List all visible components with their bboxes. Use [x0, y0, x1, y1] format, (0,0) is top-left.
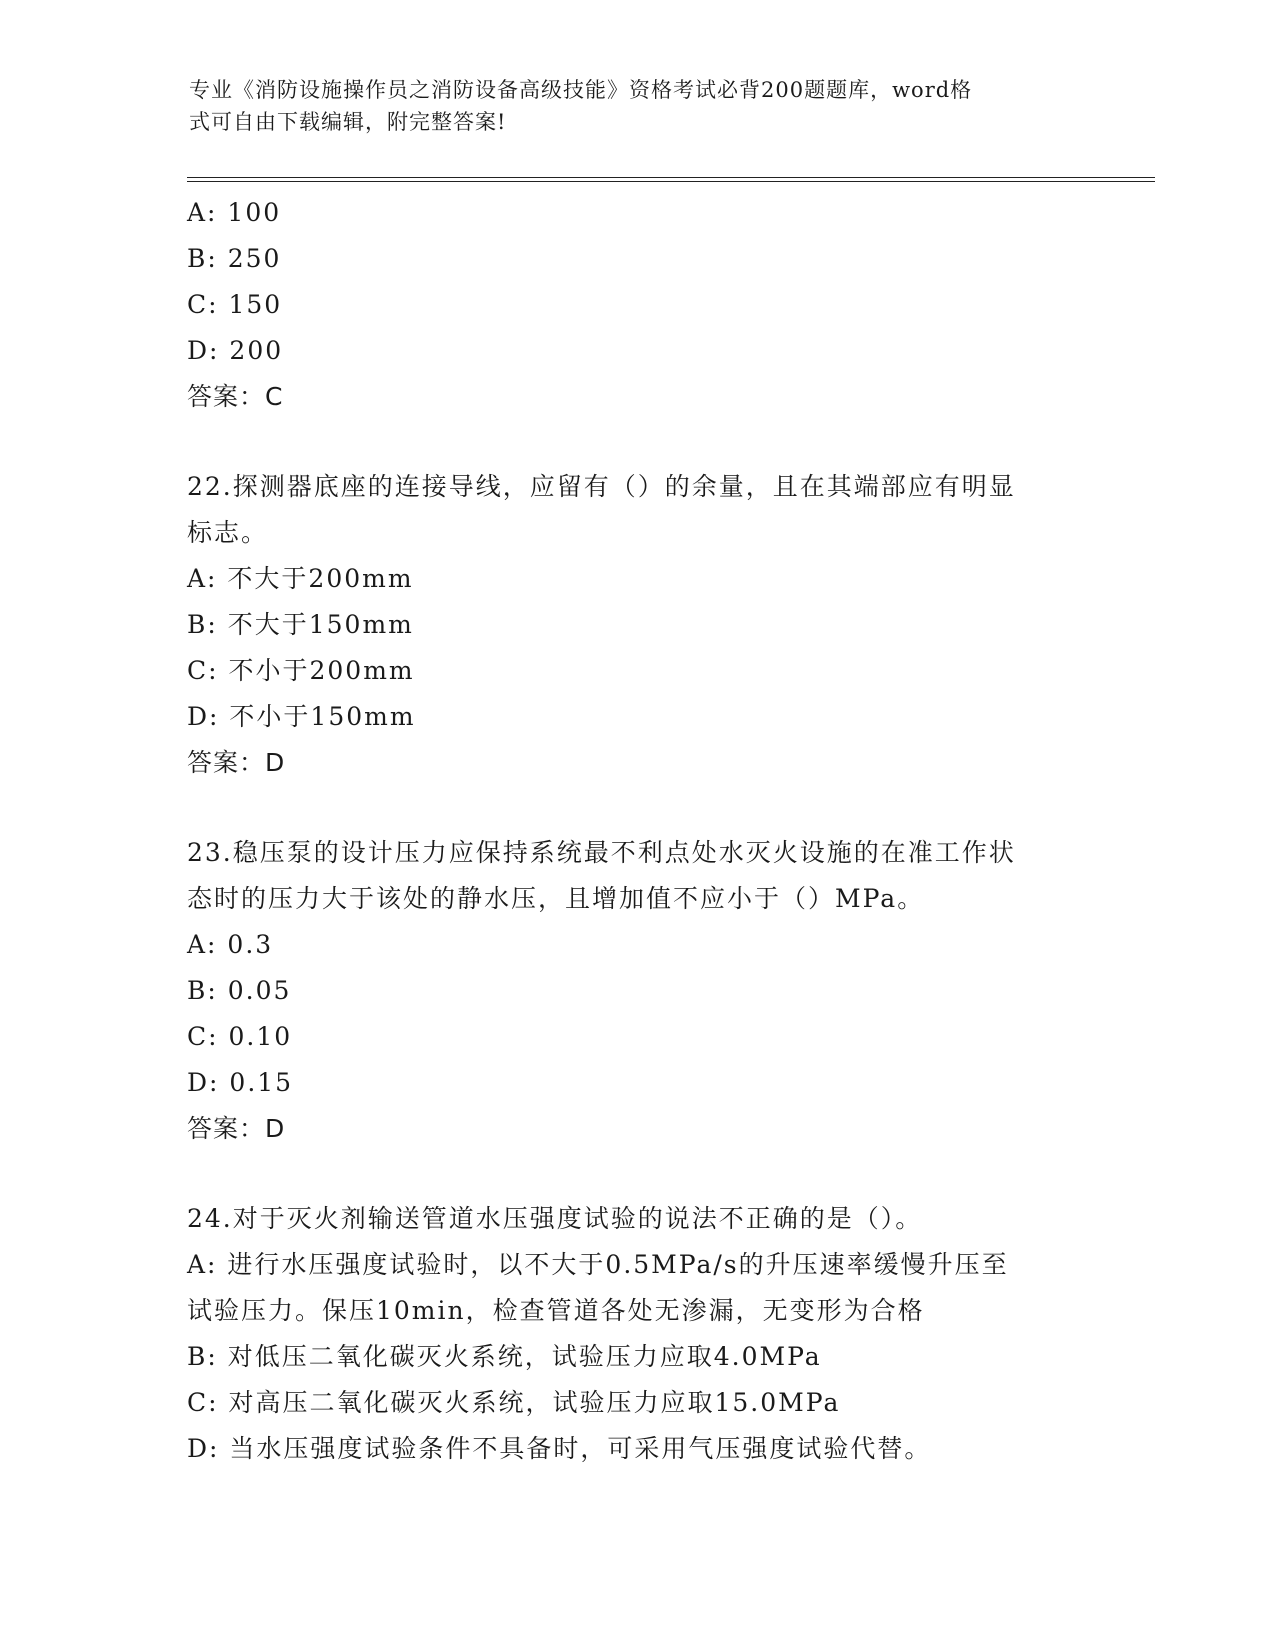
question-list	[187, 190, 1087, 1472]
option-c: C: 对高压二氧化碳灭火系统，试验压力应取15.0MPa	[187, 1388, 841, 1417]
spacer	[187, 420, 1087, 464]
header-divider	[187, 177, 1155, 182]
question-text-line-1: 23.稳压泵的设计压力应保持系统最不利点处水灭火设施的在准工作状	[187, 838, 1016, 867]
option-b: B: 250	[187, 244, 282, 273]
option-a: A: 不大于200mm	[187, 564, 414, 593]
question-text-line-1: 22.探测器底座的连接导线，应留有（）的余量，且在其端部应有明显	[187, 472, 1016, 501]
option-b: B: 对低压二氧化碳灭火系统，试验压力应取4.0MPa	[187, 1342, 822, 1371]
option-c: C: 不小于200mm	[187, 656, 415, 685]
option-a-line-1: A: 进行水压强度试验时，以不大于0.5MPa/s的升压速率缓慢升压至	[187, 1250, 1009, 1279]
question-text-line-2: 标志。	[187, 518, 269, 547]
option-d: D: 不小于150mm	[187, 702, 416, 731]
spacer	[187, 786, 1087, 830]
option-d: D: 0.15	[187, 1068, 294, 1097]
answer-label: 答案：D	[187, 748, 286, 777]
answer-label: 答案：C	[187, 382, 284, 411]
option-a-line-2: 试验压力。保压10min，检查管道各处无渗漏，无变形为合格	[187, 1296, 925, 1325]
question-text-line-2: 态时的压力大于该处的静水压，且增加值不应小于（）MPa。	[187, 884, 925, 913]
option-b: B: 0.05	[187, 976, 292, 1005]
question-24	[187, 1196, 1087, 1472]
option-a: A: 100	[187, 198, 282, 227]
question-23	[187, 830, 1087, 1152]
option-c: C: 150	[187, 290, 283, 319]
header-line-2: 式可自由下载编辑，附完整答案!	[189, 110, 507, 134]
option-a: A: 0.3	[187, 930, 274, 959]
option-c: C: 0.10	[187, 1022, 293, 1051]
spacer	[187, 1152, 1087, 1196]
question-21	[187, 190, 1087, 420]
option-d: D: 200	[187, 336, 284, 365]
option-d: D: 当水压强度试验条件不具备时，可采用气压强度试验代替。	[187, 1434, 932, 1463]
document-header	[189, 74, 1069, 138]
question-text-line-1: 24.对于灭火剂输送管道水压强度试验的说法不正确的是（）。	[187, 1204, 923, 1233]
question-22	[187, 464, 1087, 786]
option-b: B: 不大于150mm	[187, 610, 414, 639]
answer-label: 答案：D	[187, 1114, 286, 1143]
header-line-1: 专业《消防设施操作员之消防设备高级技能》资格考试必背200题题库，word格	[189, 78, 973, 102]
